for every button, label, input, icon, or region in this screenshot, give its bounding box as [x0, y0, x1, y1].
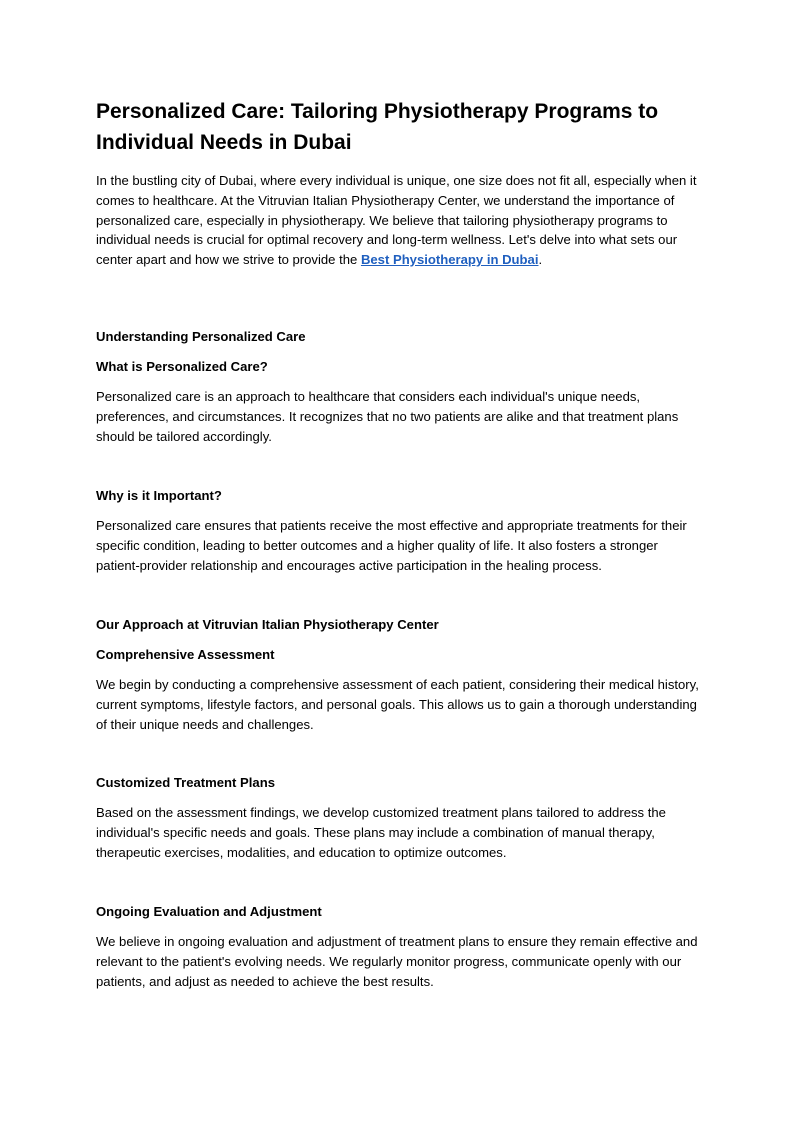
- intro-paragraph: [96, 171, 700, 270]
- body-paragraph: We believe in ongoing evaluation and adjustment of treatment plans to ensure they remain effective and relevant to the patient's evolving needs. We regularly monitor progress, communicate openly with our patients, and adjust as needed to achieve the best results.: [96, 934, 698, 989]
- body-paragraph: Personalized care is an approach to healthcare that considers each individual's unique needs, preferences, and circumstances. It recognizes that no two patients are alike and that treatment plans should be tailored accordingly.: [96, 389, 679, 444]
- intro-text-end: .: [538, 252, 543, 268]
- intro-text: In the bustling city of Dubai, where every individual is unique, one size does not fit all, especially when it comes to healthcare. At the Vitruvian Italian Physiotherapy Center, we understand the importance of personalized care, especially in physiotherapy. We believe that tailoring physiotherapy programs to individual needs is crucial for optimal recovery and long-term wellness. Let's delve into what sets our center apart and how we strive to provide the: [96, 173, 697, 268]
- section-heading: Our Approach at Vitruvian Italian Physiotherapy Center: [96, 617, 439, 632]
- subsection-heading: What is Personalized Care?: [96, 359, 268, 374]
- body-paragraph: Personalized care ensures that patients receive the most effective and appropriate treatments for their specific condition, leading to better outcomes and a higher quality of life. It also fosters a stronger patient-provider relationship and encourages active participation in the healing process.: [96, 518, 687, 573]
- section-heading: Understanding Personalized Care: [96, 329, 306, 344]
- page-title: Personalized Care: Tailoring Physiotherapy Programs to Individual Needs in Dubai: [96, 100, 659, 154]
- body-paragraph: We begin by conducting a comprehensive assessment of each patient, considering their medical history, current symptoms, lifestyle factors, and personal goals. This allows us to gain a thorough understanding of their unique needs and challenges.: [96, 677, 699, 732]
- subsection-heading: Customized Treatment Plans: [96, 775, 275, 790]
- subsection-heading: Why is it Important?: [96, 488, 222, 503]
- best-physiotherapy-link[interactable]: Best Physiotherapy in Dubai: [360, 252, 539, 268]
- subsection-heading: Comprehensive Assessment: [96, 647, 275, 662]
- subsection-heading: Ongoing Evaluation and Adjustment: [96, 904, 322, 919]
- body-paragraph: Based on the assessment findings, we develop customized treatment plans tailored to address the individual's specific needs and goals. These plans may include a combination of manual therapy, therapeutic exercises, modalities, and education to optimize outcomes.: [96, 805, 666, 860]
